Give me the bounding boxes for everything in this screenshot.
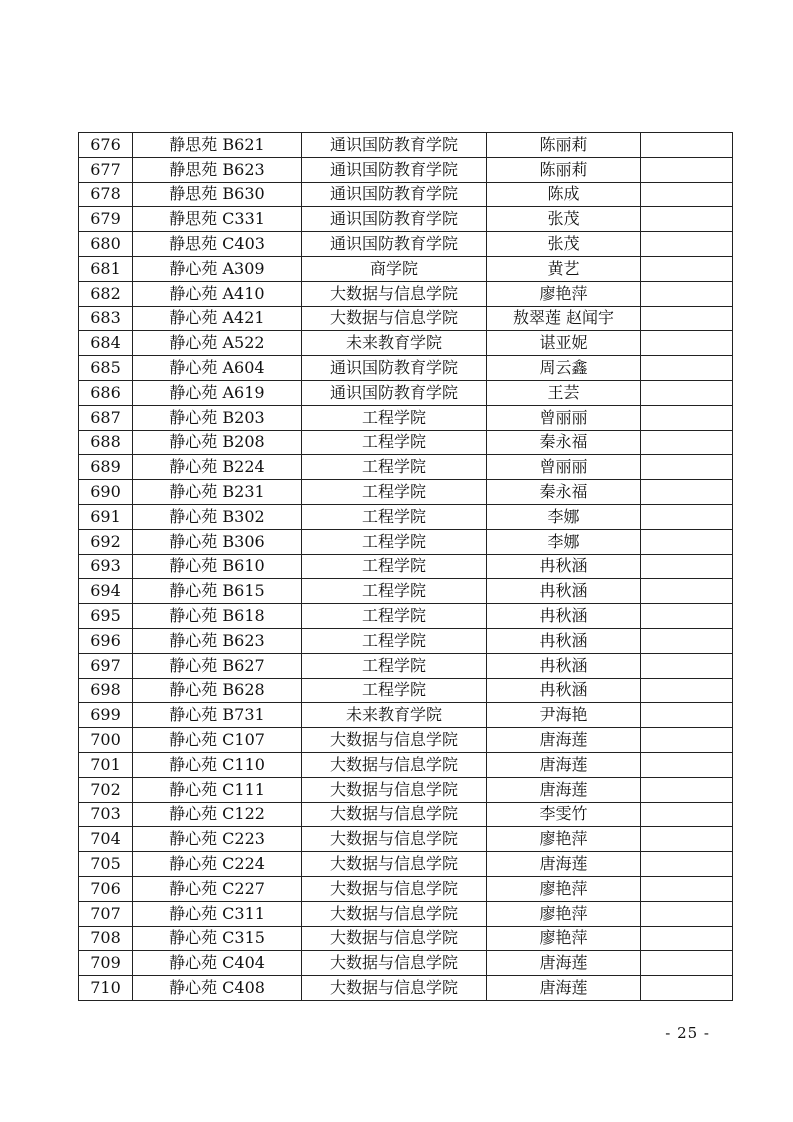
table-row xyxy=(79,133,733,158)
advisor-cell: 冉秋涵 xyxy=(487,604,641,629)
remark-cell xyxy=(641,405,733,430)
advisor-cell: 冉秋涵 xyxy=(487,653,641,678)
college-cell: 工程学院 xyxy=(302,554,487,579)
table-row xyxy=(79,752,733,777)
advisor-cell: 陈丽莉 xyxy=(487,157,641,182)
remark-cell xyxy=(641,331,733,356)
remark-cell xyxy=(641,554,733,579)
row-index-cell: 704 xyxy=(79,827,133,852)
advisor-cell: 谌亚妮 xyxy=(487,331,641,356)
table-row xyxy=(79,182,733,207)
remark-cell xyxy=(641,653,733,678)
advisor-cell: 唐海莲 xyxy=(487,976,641,1001)
room-cell: 静心苑 A410 xyxy=(133,281,302,306)
room-cell: 静心苑 C311 xyxy=(133,901,302,926)
remark-cell xyxy=(641,455,733,480)
row-index-cell: 694 xyxy=(79,579,133,604)
advisor-cell: 陈丽莉 xyxy=(487,133,641,158)
college-cell: 未来教育学院 xyxy=(302,703,487,728)
advisor-cell: 唐海莲 xyxy=(487,951,641,976)
row-index-cell: 678 xyxy=(79,182,133,207)
college-cell: 通识国防教育学院 xyxy=(302,207,487,232)
remark-cell xyxy=(641,604,733,629)
advisor-cell: 敖翠莲 赵闻宇 xyxy=(487,306,641,331)
table-row xyxy=(79,976,733,1001)
college-cell: 大数据与信息学院 xyxy=(302,926,487,951)
college-cell: 大数据与信息学院 xyxy=(302,901,487,926)
row-index-cell: 687 xyxy=(79,405,133,430)
advisor-cell: 李雯竹 xyxy=(487,802,641,827)
row-index-cell: 681 xyxy=(79,256,133,281)
advisor-cell: 冉秋涵 xyxy=(487,628,641,653)
row-index-cell: 682 xyxy=(79,281,133,306)
remark-cell xyxy=(641,504,733,529)
room-cell: 静心苑 C122 xyxy=(133,802,302,827)
row-index-cell: 686 xyxy=(79,380,133,405)
advisor-cell: 廖艳萍 xyxy=(487,281,641,306)
table-row xyxy=(79,579,733,604)
college-cell: 大数据与信息学院 xyxy=(302,752,487,777)
college-cell: 工程学院 xyxy=(302,529,487,554)
remark-cell xyxy=(641,926,733,951)
room-cell: 静心苑 B623 xyxy=(133,628,302,653)
table-row xyxy=(79,777,733,802)
table-row xyxy=(79,951,733,976)
remark-cell xyxy=(641,430,733,455)
remark-cell xyxy=(641,356,733,381)
row-index-cell: 710 xyxy=(79,976,133,1001)
remark-cell xyxy=(641,281,733,306)
table-row xyxy=(79,232,733,257)
row-index-cell: 689 xyxy=(79,455,133,480)
college-cell: 工程学院 xyxy=(302,455,487,480)
table-row xyxy=(79,405,733,430)
row-index-cell: 697 xyxy=(79,653,133,678)
table-row xyxy=(79,430,733,455)
room-cell: 静心苑 A421 xyxy=(133,306,302,331)
row-index-cell: 692 xyxy=(79,529,133,554)
remark-cell xyxy=(641,232,733,257)
table-row xyxy=(79,455,733,480)
remark-cell xyxy=(641,827,733,852)
room-cell: 静心苑 C223 xyxy=(133,827,302,852)
table-row xyxy=(79,653,733,678)
table-row xyxy=(79,356,733,381)
college-cell: 工程学院 xyxy=(302,504,487,529)
remark-cell xyxy=(641,380,733,405)
college-cell: 通识国防教育学院 xyxy=(302,182,487,207)
advisor-cell: 廖艳萍 xyxy=(487,901,641,926)
row-index-cell: 676 xyxy=(79,133,133,158)
advisor-cell: 廖艳萍 xyxy=(487,827,641,852)
room-cell: 静思苑 B623 xyxy=(133,157,302,182)
remark-cell xyxy=(641,951,733,976)
college-cell: 大数据与信息学院 xyxy=(302,281,487,306)
room-cell: 静思苑 C403 xyxy=(133,232,302,257)
room-cell: 静心苑 B628 xyxy=(133,678,302,703)
room-cell: 静心苑 C315 xyxy=(133,926,302,951)
row-index-cell: 693 xyxy=(79,554,133,579)
room-cell: 静思苑 C331 xyxy=(133,207,302,232)
table-row xyxy=(79,901,733,926)
room-cell: 静思苑 B621 xyxy=(133,133,302,158)
advisor-cell: 唐海莲 xyxy=(487,852,641,877)
remark-cell xyxy=(641,802,733,827)
room-cell: 静心苑 C224 xyxy=(133,852,302,877)
advisor-cell: 唐海莲 xyxy=(487,728,641,753)
table-row xyxy=(79,306,733,331)
college-cell: 大数据与信息学院 xyxy=(302,876,487,901)
table-row xyxy=(79,281,733,306)
row-index-cell: 683 xyxy=(79,306,133,331)
table-row xyxy=(79,604,733,629)
advisor-cell: 唐海莲 xyxy=(487,752,641,777)
advisor-cell: 冉秋涵 xyxy=(487,678,641,703)
college-cell: 大数据与信息学院 xyxy=(302,976,487,1001)
remark-cell xyxy=(641,728,733,753)
table-row xyxy=(79,157,733,182)
remark-cell xyxy=(641,480,733,505)
room-cell: 静心苑 A522 xyxy=(133,331,302,356)
college-cell: 通识国防教育学院 xyxy=(302,232,487,257)
table-row xyxy=(79,529,733,554)
room-cell: 静心苑 C227 xyxy=(133,876,302,901)
remark-cell xyxy=(641,703,733,728)
college-cell: 工程学院 xyxy=(302,604,487,629)
table-row xyxy=(79,380,733,405)
college-cell: 工程学院 xyxy=(302,653,487,678)
advisor-cell: 尹海艳 xyxy=(487,703,641,728)
row-index-cell: 685 xyxy=(79,356,133,381)
room-cell: 静心苑 A604 xyxy=(133,356,302,381)
college-cell: 工程学院 xyxy=(302,579,487,604)
college-cell: 工程学院 xyxy=(302,678,487,703)
advisor-cell: 秦永福 xyxy=(487,480,641,505)
room-cell: 静心苑 C404 xyxy=(133,951,302,976)
room-cell: 静心苑 B618 xyxy=(133,604,302,629)
advisor-cell: 冉秋涵 xyxy=(487,579,641,604)
advisor-cell: 张茂 xyxy=(487,207,641,232)
college-cell: 大数据与信息学院 xyxy=(302,802,487,827)
room-cell: 静心苑 B208 xyxy=(133,430,302,455)
remark-cell xyxy=(641,628,733,653)
advisor-cell: 冉秋涵 xyxy=(487,554,641,579)
college-cell: 工程学院 xyxy=(302,430,487,455)
table-row xyxy=(79,802,733,827)
remark-cell xyxy=(641,256,733,281)
table-row xyxy=(79,554,733,579)
room-cell: 静心苑 A309 xyxy=(133,256,302,281)
room-cell: 静心苑 B231 xyxy=(133,480,302,505)
room-cell: 静心苑 B224 xyxy=(133,455,302,480)
remark-cell xyxy=(641,579,733,604)
remark-cell xyxy=(641,752,733,777)
college-cell: 大数据与信息学院 xyxy=(302,827,487,852)
college-cell: 工程学院 xyxy=(302,480,487,505)
advisor-cell: 曾丽丽 xyxy=(487,455,641,480)
college-cell: 工程学院 xyxy=(302,405,487,430)
table-row xyxy=(79,678,733,703)
remark-cell xyxy=(641,976,733,1001)
row-index-cell: 690 xyxy=(79,480,133,505)
row-index-cell: 695 xyxy=(79,604,133,629)
room-cell: 静心苑 B731 xyxy=(133,703,302,728)
remark-cell xyxy=(641,207,733,232)
advisor-cell: 陈成 xyxy=(487,182,641,207)
advisor-cell: 张茂 xyxy=(487,232,641,257)
college-cell: 工程学院 xyxy=(302,628,487,653)
advisor-cell: 曾丽丽 xyxy=(487,405,641,430)
row-index-cell: 709 xyxy=(79,951,133,976)
advisor-cell: 李娜 xyxy=(487,504,641,529)
row-index-cell: 698 xyxy=(79,678,133,703)
advisor-cell: 李娜 xyxy=(487,529,641,554)
table-row xyxy=(79,728,733,753)
college-cell: 商学院 xyxy=(302,256,487,281)
table-row xyxy=(79,703,733,728)
advisor-cell: 秦永福 xyxy=(487,430,641,455)
college-cell: 大数据与信息学院 xyxy=(302,306,487,331)
row-index-cell: 708 xyxy=(79,926,133,951)
room-cell: 静心苑 C110 xyxy=(133,752,302,777)
row-index-cell: 700 xyxy=(79,728,133,753)
page-number: - 25 - xyxy=(665,1024,710,1042)
table-body xyxy=(79,133,733,1001)
advisor-cell: 唐海莲 xyxy=(487,777,641,802)
table-row xyxy=(79,480,733,505)
row-index-cell: 684 xyxy=(79,331,133,356)
table-row xyxy=(79,628,733,653)
college-cell: 大数据与信息学院 xyxy=(302,728,487,753)
remark-cell xyxy=(641,852,733,877)
row-index-cell: 701 xyxy=(79,752,133,777)
college-cell: 通识国防教育学院 xyxy=(302,356,487,381)
room-cell: 静心苑 B627 xyxy=(133,653,302,678)
college-cell: 大数据与信息学院 xyxy=(302,777,487,802)
row-index-cell: 696 xyxy=(79,628,133,653)
table-row xyxy=(79,876,733,901)
table-row xyxy=(79,926,733,951)
room-cell: 静思苑 B630 xyxy=(133,182,302,207)
remark-cell xyxy=(641,777,733,802)
remark-cell xyxy=(641,133,733,158)
dormitory-table xyxy=(78,132,733,1001)
table-row xyxy=(79,256,733,281)
remark-cell xyxy=(641,529,733,554)
table-row xyxy=(79,207,733,232)
room-cell: 静心苑 B306 xyxy=(133,529,302,554)
advisor-cell: 王芸 xyxy=(487,380,641,405)
college-cell: 通识国防教育学院 xyxy=(302,133,487,158)
remark-cell xyxy=(641,901,733,926)
college-cell: 通识国防教育学院 xyxy=(302,157,487,182)
remark-cell xyxy=(641,182,733,207)
advisor-cell: 廖艳萍 xyxy=(487,926,641,951)
table-row xyxy=(79,852,733,877)
table-row xyxy=(79,504,733,529)
remark-cell xyxy=(641,876,733,901)
advisor-cell: 黄艺 xyxy=(487,256,641,281)
row-index-cell: 707 xyxy=(79,901,133,926)
room-cell: 静心苑 B610 xyxy=(133,554,302,579)
table-row xyxy=(79,331,733,356)
row-index-cell: 703 xyxy=(79,802,133,827)
row-index-cell: 691 xyxy=(79,504,133,529)
row-index-cell: 677 xyxy=(79,157,133,182)
row-index-cell: 680 xyxy=(79,232,133,257)
college-cell: 通识国防教育学院 xyxy=(302,380,487,405)
remark-cell xyxy=(641,157,733,182)
room-cell: 静心苑 A619 xyxy=(133,380,302,405)
college-cell: 大数据与信息学院 xyxy=(302,852,487,877)
row-index-cell: 699 xyxy=(79,703,133,728)
advisor-cell: 周云鑫 xyxy=(487,356,641,381)
room-cell: 静心苑 B302 xyxy=(133,504,302,529)
room-cell: 静心苑 C408 xyxy=(133,976,302,1001)
remark-cell xyxy=(641,678,733,703)
row-index-cell: 679 xyxy=(79,207,133,232)
table-row xyxy=(79,827,733,852)
room-cell: 静心苑 B615 xyxy=(133,579,302,604)
row-index-cell: 702 xyxy=(79,777,133,802)
row-index-cell: 706 xyxy=(79,876,133,901)
room-cell: 静心苑 B203 xyxy=(133,405,302,430)
row-index-cell: 705 xyxy=(79,852,133,877)
remark-cell xyxy=(641,306,733,331)
room-cell: 静心苑 C107 xyxy=(133,728,302,753)
row-index-cell: 688 xyxy=(79,430,133,455)
room-cell: 静心苑 C111 xyxy=(133,777,302,802)
college-cell: 未来教育学院 xyxy=(302,331,487,356)
advisor-cell: 廖艳萍 xyxy=(487,876,641,901)
college-cell: 大数据与信息学院 xyxy=(302,951,487,976)
